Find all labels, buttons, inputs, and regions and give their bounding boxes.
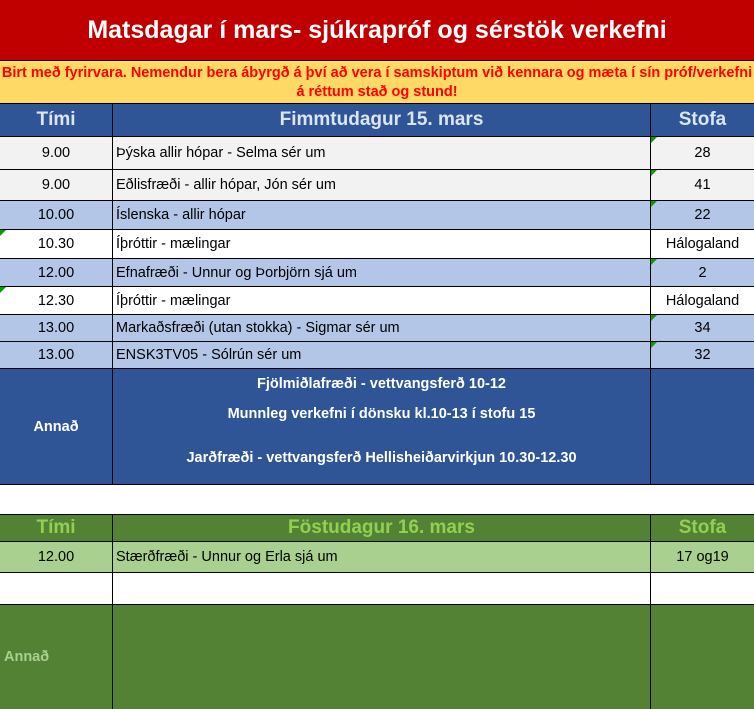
- subject-cell[interactable]: Eðlisfræði - allir hópar, Jón sér um: [113, 170, 651, 201]
- time-cell[interactable]: 10.00: [0, 201, 113, 230]
- room-value: 32: [694, 347, 711, 363]
- time-cell[interactable]: 13.00: [0, 342, 113, 369]
- table-row: [0, 230, 754, 259]
- subject-cell[interactable]: [113, 573, 651, 605]
- subject-cell[interactable]: Efnafræði - Unnur og Þorbjörn sjá um: [113, 259, 651, 287]
- thursday-day-header[interactable]: Fimmtudagur 15. mars: [113, 104, 651, 137]
- other-item: Jarðfræði - vettvangsferð Hellisheiðarvirkjun 10.30-12.30: [186, 450, 577, 466]
- table-row: [0, 342, 754, 369]
- subject-cell[interactable]: Þýska allir hópar - Selma sér um: [113, 137, 651, 170]
- thursday-other-label[interactable]: Annað: [0, 369, 113, 485]
- time-cell[interactable]: [0, 573, 113, 605]
- room-cell[interactable]: [651, 573, 754, 605]
- room-value: 34: [694, 320, 711, 336]
- comment-marker-icon: [651, 201, 657, 207]
- subject-cell[interactable]: Íþróttir - mælingar: [113, 230, 651, 259]
- time-cell[interactable]: 9.00: [0, 137, 113, 170]
- table-row: [0, 137, 754, 170]
- room-cell[interactable]: [651, 201, 754, 230]
- subject-cell[interactable]: Íþróttir - mælingar: [113, 287, 651, 315]
- room-cell[interactable]: [651, 342, 754, 369]
- time-cell[interactable]: 9.00: [0, 170, 113, 201]
- subject-cell[interactable]: Markaðsfræði (utan stokka) - Sigmar sér um: [113, 315, 651, 342]
- thursday-time-header[interactable]: Tími: [0, 104, 113, 137]
- time-cell[interactable]: [0, 287, 113, 315]
- thursday-room-header[interactable]: Stofa: [651, 104, 754, 137]
- table-row: [0, 542, 754, 573]
- room-value: 2: [698, 264, 707, 281]
- room-cell[interactable]: 17 og19: [651, 542, 754, 573]
- room-value: 28: [694, 145, 711, 161]
- time-cell[interactable]: 13.00: [0, 315, 113, 342]
- room-cell[interactable]: Hálogaland: [651, 287, 754, 315]
- friday-header-row: [0, 515, 754, 542]
- comment-marker-icon: [0, 230, 6, 236]
- table-row: [0, 201, 754, 230]
- page-title: Matsdagar í mars- sjúkrapróf og sérstök verkefni: [0, 0, 754, 61]
- room-cell[interactable]: [651, 259, 754, 287]
- table-row: [0, 573, 754, 605]
- thursday-header-row: [0, 104, 754, 137]
- friday-other-row: [0, 605, 754, 709]
- comment-marker-icon: [651, 342, 657, 348]
- thursday-other-row: [0, 369, 754, 485]
- time-value: 10.30: [37, 236, 75, 252]
- comment-marker-icon: [651, 170, 657, 176]
- friday-day-header[interactable]: Föstudagur 16. mars: [113, 515, 651, 542]
- time-cell[interactable]: [0, 230, 113, 259]
- table-row: [0, 259, 754, 287]
- other-item: Fjölmiðlafræði - vettvangsferð 10-12: [257, 376, 506, 392]
- comment-marker-icon: [651, 259, 657, 265]
- subject-cell[interactable]: Íslenska - allir hópar: [113, 201, 651, 230]
- friday-other-label[interactable]: Annað: [0, 605, 113, 709]
- room-cell[interactable]: Hálogaland: [651, 230, 754, 259]
- other-item: Munnleg verkefni í dönsku kl.10-13 í stofu 15: [227, 406, 536, 422]
- spacer-row: [0, 485, 754, 515]
- friday-time-header[interactable]: Tími: [0, 515, 113, 542]
- thursday-other-room[interactable]: [651, 369, 754, 485]
- comment-marker-icon: [651, 137, 657, 143]
- friday-other-cell[interactable]: [113, 605, 651, 709]
- room-cell[interactable]: [651, 170, 754, 201]
- friday-other-room[interactable]: [651, 605, 754, 709]
- comment-marker-icon: [651, 315, 657, 321]
- table-row: [0, 315, 754, 342]
- table-row: [0, 287, 754, 315]
- room-value: 41: [694, 177, 711, 193]
- friday-room-header[interactable]: Stofa: [651, 515, 754, 542]
- thursday-other-cell[interactable]: [113, 369, 651, 485]
- time-cell[interactable]: 12.00: [0, 542, 113, 573]
- comment-marker-icon: [0, 287, 6, 293]
- table-row: [0, 170, 754, 201]
- subject-cell[interactable]: ENSK3TV05 - Sólrún sér um: [113, 342, 651, 369]
- room-cell[interactable]: [651, 137, 754, 170]
- room-value: 22: [694, 207, 711, 223]
- subject-cell[interactable]: Stærðfræði - Unnur og Erla sjá um: [113, 542, 651, 573]
- notice-banner: Birt með fyrirvara. Nemendur bera ábyrgð á því að vera í samskiptum við kennara og mæta í sín próf/verkefni á réttum stað og stund!: [0, 61, 754, 104]
- time-cell[interactable]: 12.00: [0, 259, 113, 287]
- room-cell[interactable]: [651, 315, 754, 342]
- time-value: 12.30: [37, 292, 75, 309]
